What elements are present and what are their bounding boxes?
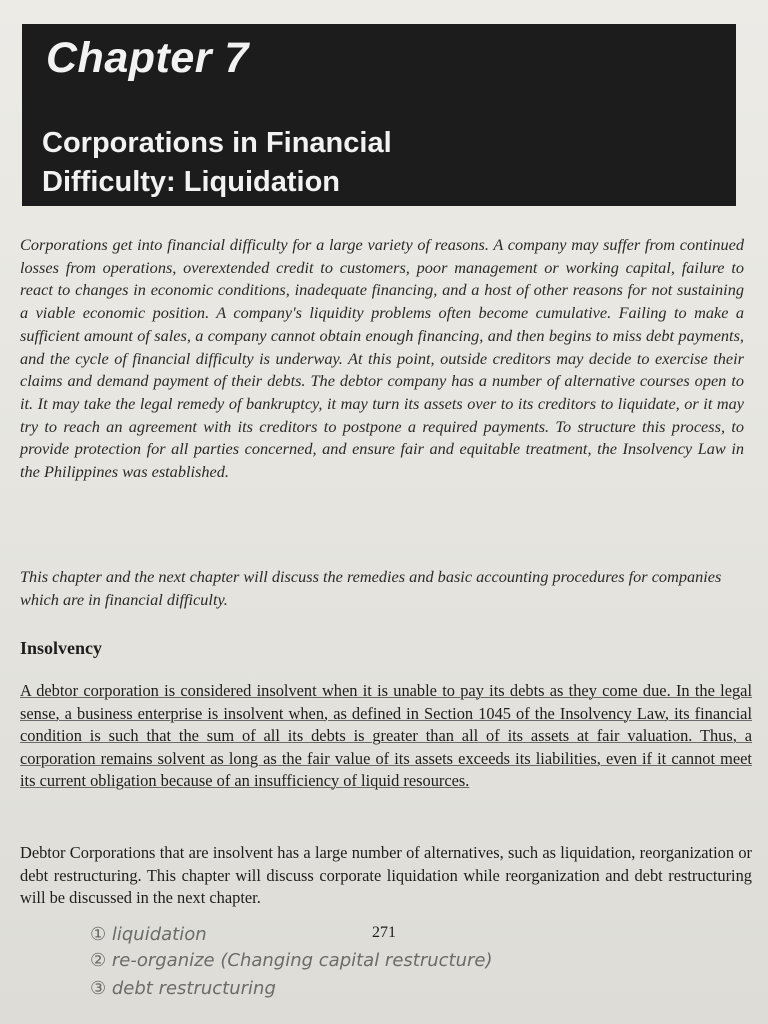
intro-paragraph: Corporations get into financial difficulty for a large variety of reasons. A company may suffer from continued losses from operations, overextended credit to customers, poor management or working capital, failure to react to changes in economic conditions, inadequate financing, and a host of other reasons for not sustaining a viable economic position. A company's liquidity problems often become cumulative. Failing to make a sufficient amount of sales, a company cannot obtain enough financing, and then begins to miss debt payments, and the cycle of financial difficulty is underway. At this point, outside creditors may decide to exercise their claims and demand payment of their debts. The debtor company has a number of alternative courses open to it. It may take the legal remedy of bankruptcy, it may turn its assets over to its creditors to liquidate, or it may try to reach an agreement with its creditors to postpone a required payments. To structure this process, to provide protection for all parties concerned, and ensure fair and equitable treatment, the Insolvency Law in the Philippines was established. bbox=[20, 235, 744, 482]
chapter-title bbox=[42, 124, 702, 202]
chapter-title-line1: Corporations in Financial bbox=[42, 127, 392, 159]
insolvency-alternatives-paragraph: Debtor Corporations that are insolvent has a large number of alternatives, such as liquidation, reorganization or debt restructuring. This chapter will discuss corporate liquidation while reorganization and debt restructuring will be discussed in the next chapter. bbox=[20, 843, 752, 907]
chapter-banner bbox=[22, 24, 736, 206]
page-number: 271 bbox=[372, 924, 396, 941]
handwritten-note: ② re-organize (Changing capital restructure) bbox=[90, 950, 493, 971]
chapter-title-line2: Difficulty: Liquidation bbox=[42, 166, 341, 198]
section-heading-insolvency: Insolvency bbox=[20, 638, 103, 658]
intro-closing-paragraph: This chapter and the next chapter will discuss the remedies and basic accounting procedures for companies which are in financial difficulty. bbox=[20, 567, 722, 609]
handwritten-note: ③ debt restructuring bbox=[90, 978, 276, 999]
chapter-number: Chapter 7 bbox=[46, 34, 249, 82]
handwritten-note: ① liquidation bbox=[90, 924, 207, 945]
insolvency-definition-paragraph bbox=[20, 680, 752, 793]
underlined-text: A debtor corporation is considered insolvent when it is unable to pay its debts as they come due. In the legal sense, a business enterprise is insolvent when, as defined in Section 1045 of the Insolvency Law, its financial condition is such that the sum of all its debts is greater than all of its assets at fair valuation. Thus, a corporation remains solvent as long as the fair value of its assets exceeds its liabilities, even if it cannot meet its current obligation because of an insufficiency of liquid resources. bbox=[20, 681, 752, 790]
